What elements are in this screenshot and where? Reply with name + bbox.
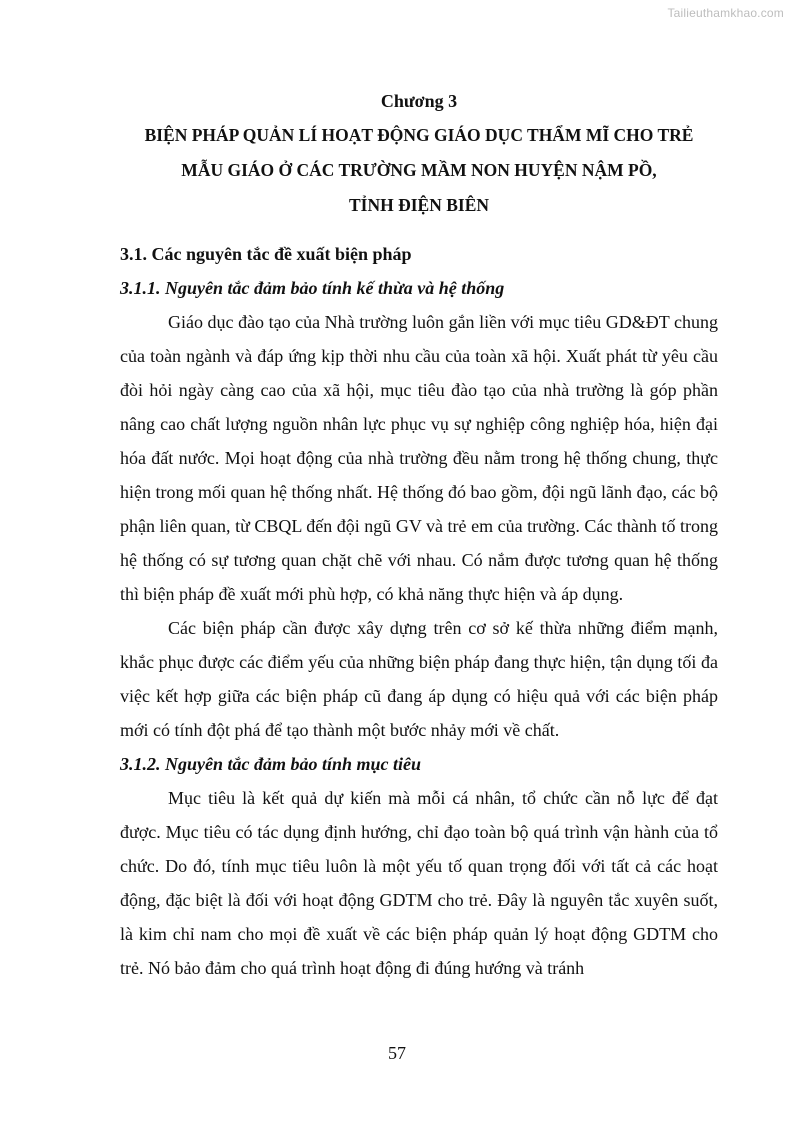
section-heading-3-1-1: 3.1.1. Nguyên tắc đảm bảo tính kế thừa và hệ thống [120, 278, 505, 298]
chapter-label: Chương 3 [380, 91, 458, 111]
chapter-title [120, 118, 718, 223]
paragraph: Các biện pháp cần được xây dựng trên cơ sở kế thừa những điểm mạnh, khắc phục được các điểm yếu của những biện pháp đang thực hiện, tận dụng tối đa việc kết hợp giữa các biện pháp cũ đang áp dụng có hiệu quả với các biện pháp mới có tính đột phá để tạo thành một bước nhảy mới về chất. [120, 618, 718, 740]
paragraph: Giáo dục đào tạo của Nhà trường luôn gắn liền với mục tiêu GD&ĐT chung của toàn ngành và đáp ứng kịp thời nhu cầu của toàn xã hội. Xuất phát từ yêu cầu đòi hỏi ngày càng cao của xã hội, mục tiêu đào tạo của nhà trường là góp phần nâng cao chất lượng nguồn nhân lực phục vụ sự nghiệp công nghiệp hóa, hiện đại hóa đất nước. Mọi hoạt động của nhà trường đều nằm trong hệ thống chung, thực hiện trong mối quan hệ thống nhất. Hệ thống đó bao gồm, đội ngũ lãnh đạo, các bộ phận liên quan, từ CBQL đến đội ngũ GV và trẻ em của trường. Các thành tố trong hệ thống có sự tương quan chặt chẽ với nhau. Có nắm được tương quan hệ thống thì biện pháp đề xuất mới phù hợp, có khả năng thực hiện và áp dụng. [120, 312, 718, 604]
chapter-title-line: TỈNH ĐIỆN BIÊN [348, 195, 490, 215]
paragraph: Mục tiêu là kết quả dự kiến mà mỗi cá nhân, tổ chức cần nỗ lực để đạt được. Mục tiêu có tác dụng định hướng, chỉ đạo toàn bộ quá trình vận hành của tổ chức. Do đó, tính mục tiêu luôn là một yếu tố quan trọng đối với tất cả các hoạt động, đặc biệt là đối với hoạt động GDTM cho trẻ. Đây là nguyên tắc xuyên suốt, là kim chỉ nam cho mọi đề xuất về các biện pháp quản lý hoạt động GDTM cho trẻ. Nó bảo đảm cho quá trình hoạt động đi đúng hướng và tránh [120, 788, 718, 978]
section-heading-3-1: 3.1. Các nguyên tắc đề xuất biện pháp [120, 244, 412, 264]
chapter-title-line: MẪU GIÁO Ở CÁC TRƯỜNG MẦM NON HUYỆN NẬM PỒ, [181, 160, 657, 180]
page-number: 57 [388, 1043, 406, 1063]
section-heading-3-1-2: 3.1.2. Nguyên tắc đảm bảo tính mục tiêu [120, 754, 422, 774]
document-page [120, 88, 718, 985]
chapter-title-line: BIỆN PHÁP QUẢN LÍ HOẠT ĐỘNG GIÁO DỤC THẨM MĨ CHO TRẺ [144, 125, 694, 145]
watermark: Tailieuthamkhao.com [667, 6, 784, 20]
